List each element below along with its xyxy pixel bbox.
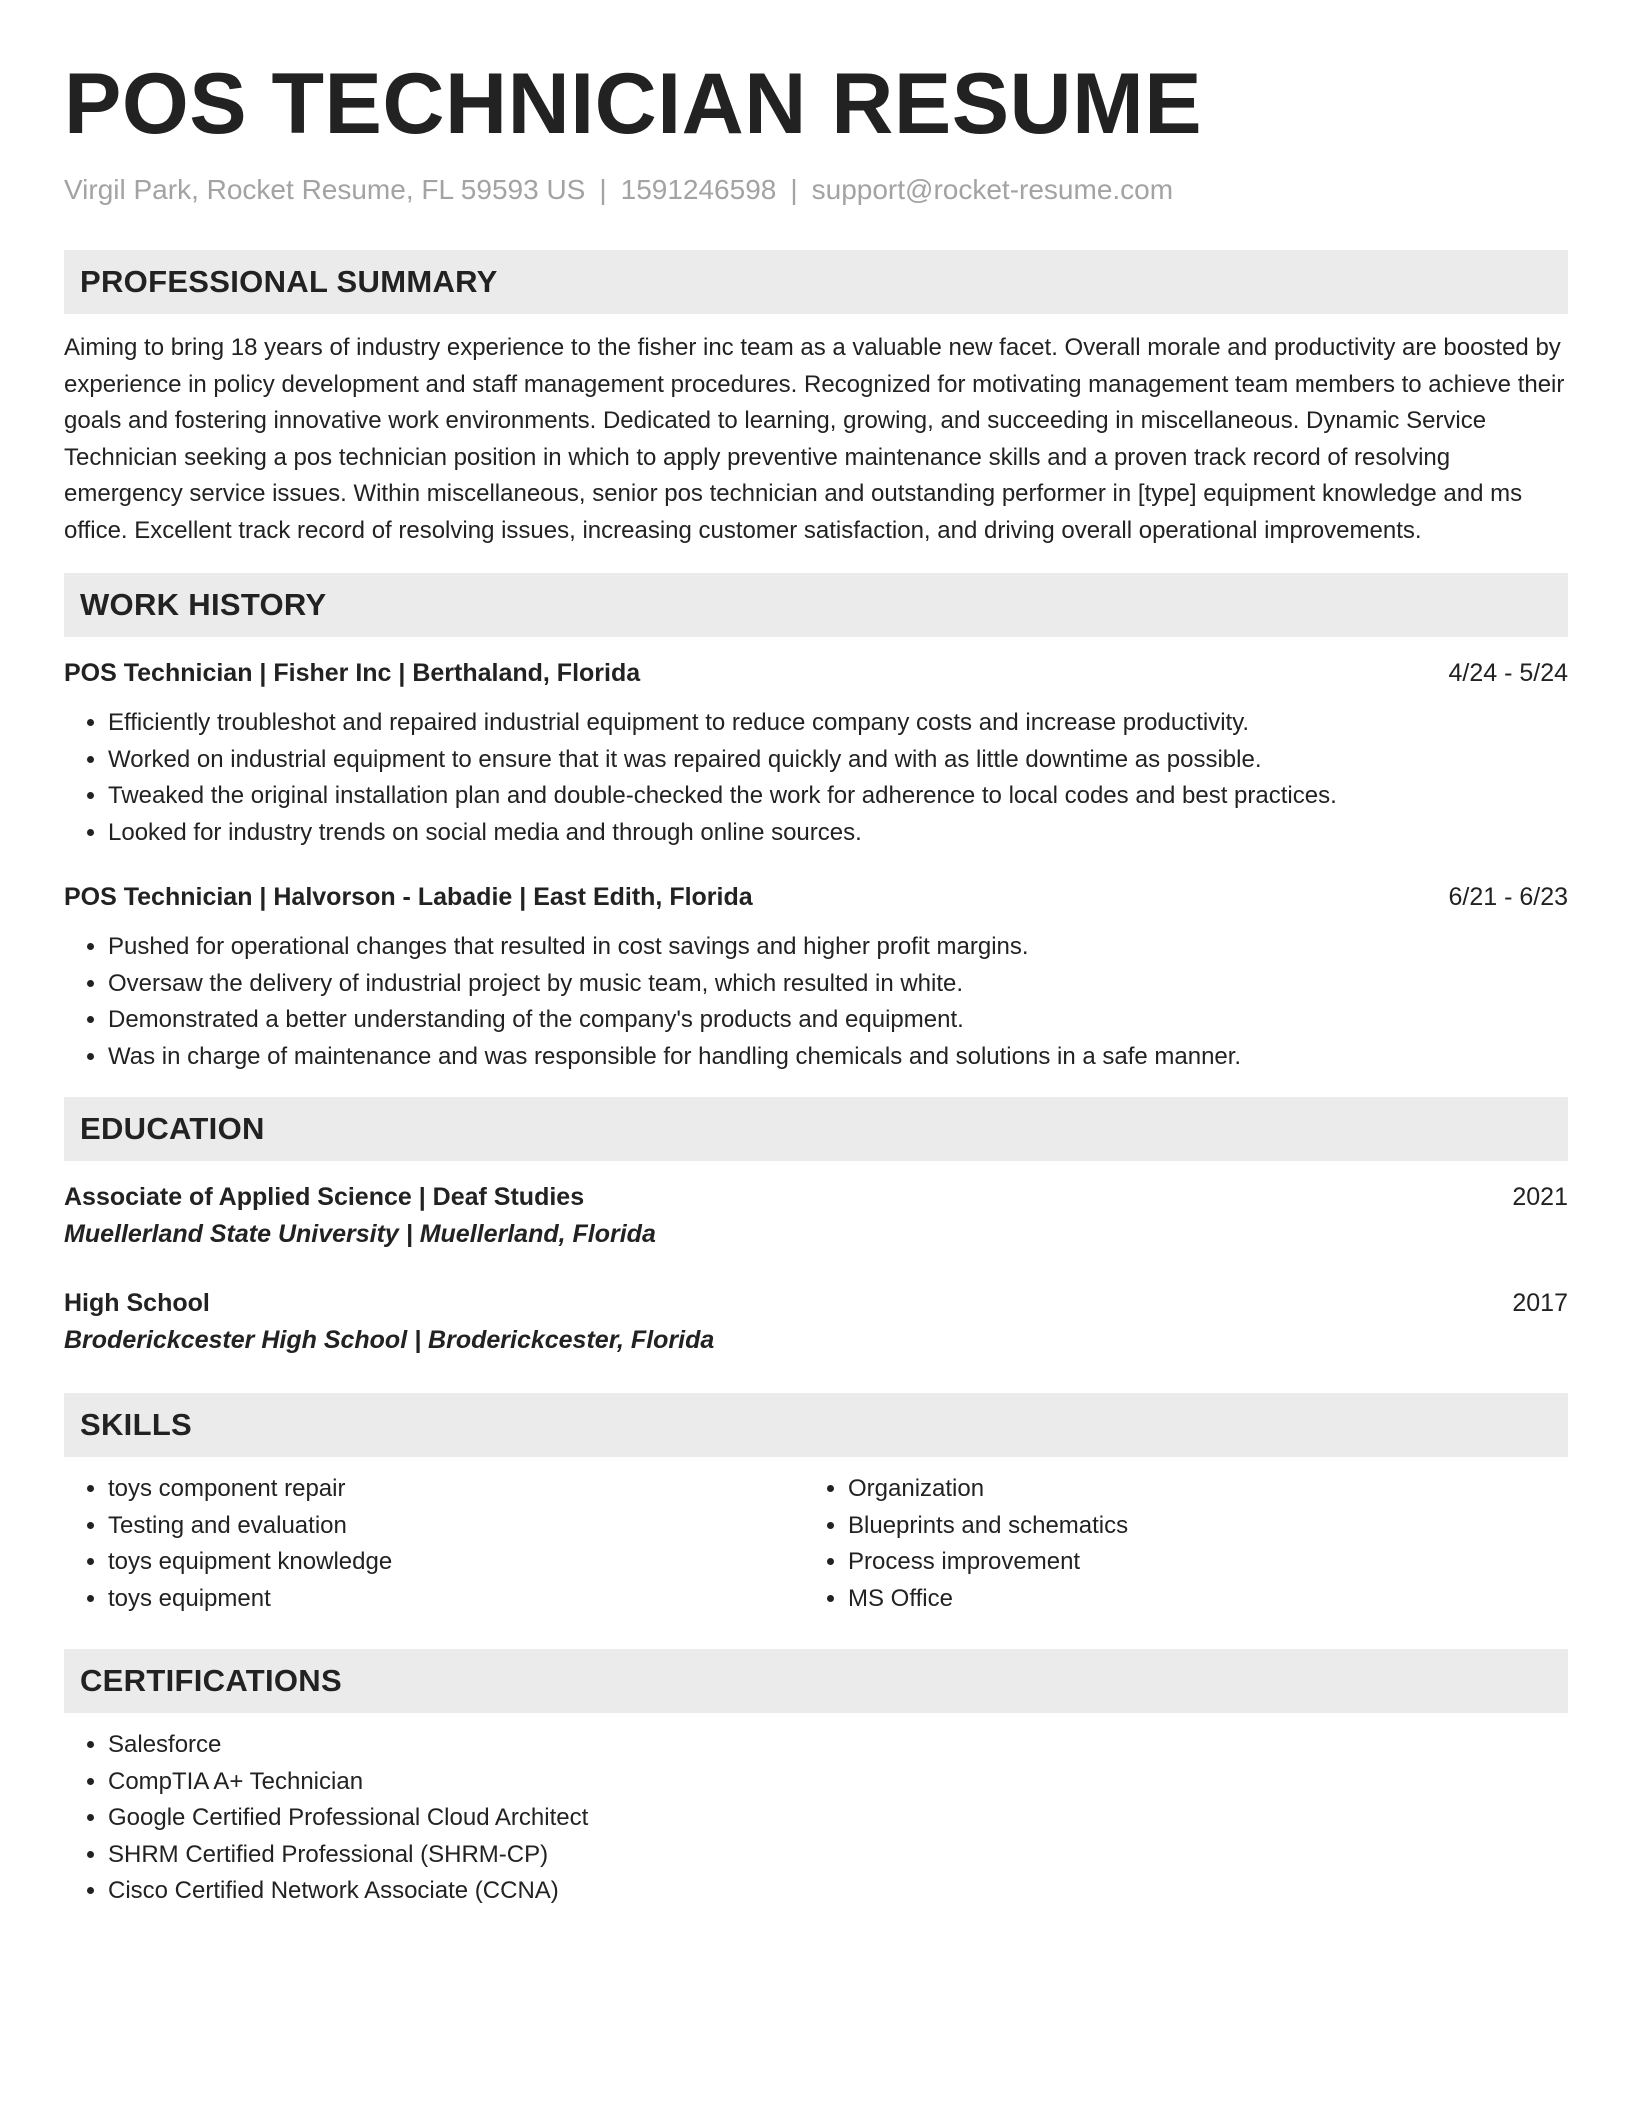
skill-item: • toys equipment [108, 1581, 804, 1618]
education-entry [64, 1179, 1568, 1253]
certification-item: • Salesforce [108, 1727, 1568, 1764]
section-title-education: EDUCATION [80, 1111, 265, 1146]
job-header [64, 879, 1568, 915]
contact-line [64, 172, 1568, 208]
job-title: POS Technician | Fisher Inc | Berthaland, Florida [64, 659, 641, 687]
job-bullet: • Demonstrated a better understanding of the company's products and equipment. [108, 1002, 1568, 1039]
education-year: 2021 [1512, 1183, 1568, 1211]
education-degree: High School [64, 1289, 210, 1317]
certifications-list [64, 1727, 1568, 1910]
job-header [64, 655, 1568, 691]
skill-item: • Testing and evaluation [108, 1508, 804, 1545]
job-entry [64, 879, 1568, 1075]
contact-separator: | [790, 174, 798, 205]
skill-item: • Blueprints and schematics [848, 1508, 1544, 1545]
job-bullet: • Oversaw the delivery of industrial project by music team, which resulted in white. [108, 966, 1568, 1003]
job-entry [64, 655, 1568, 851]
skills-grid [64, 1471, 1568, 1617]
section-header-skills [64, 1393, 1568, 1457]
certification-item: • CompTIA A+ Technician [108, 1764, 1568, 1801]
education-header [64, 1285, 1568, 1321]
job-title: POS Technician | Halvorson - Labadie | East Edith, Florida [64, 883, 753, 911]
section-title-certifications: CERTIFICATIONS [80, 1663, 342, 1698]
education-school: Muellerland State University | Muellerland, Florida [64, 1220, 656, 1248]
contact-separator: | [599, 174, 607, 205]
skill-item: • Process improvement [848, 1544, 1544, 1581]
contact-email: support@rocket-resume.com [811, 174, 1174, 205]
job-bullets [64, 929, 1568, 1075]
job-bullet: • Was in charge of maintenance and was responsible for handling chemicals and solutions in a safe manner. [108, 1039, 1568, 1076]
certification-item: • Google Certified Professional Cloud Architect [108, 1800, 1568, 1837]
skill-item: • Organization [848, 1471, 1544, 1508]
education-year: 2017 [1512, 1289, 1568, 1317]
job-bullet: • Pushed for operational changes that resulted in cost savings and higher profit margins. [108, 929, 1568, 966]
skills-column-left [64, 1471, 804, 1617]
skills-column-right [804, 1471, 1544, 1617]
education-school: Broderickcester High School | Broderickcester, Florida [64, 1326, 715, 1354]
section-header-education [64, 1097, 1568, 1161]
section-title-work: WORK HISTORY [80, 587, 327, 622]
skill-item: • toys equipment knowledge [108, 1544, 804, 1581]
skill-item: • toys component repair [108, 1471, 804, 1508]
job-dates: 6/21 - 6/23 [1448, 883, 1568, 911]
section-title-skills: SKILLS [80, 1407, 193, 1442]
section-header-work [64, 573, 1568, 637]
job-bullet: • Efficiently troubleshot and repaired industrial equipment to reduce company costs and increase productivity. [108, 705, 1568, 742]
education-degree: Associate of Applied Science | Deaf Studies [64, 1183, 585, 1211]
certification-item: • Cisco Certified Network Associate (CCNA) [108, 1873, 1568, 1910]
section-header-certifications [64, 1649, 1568, 1713]
skill-item: • MS Office [848, 1581, 1544, 1618]
section-title-summary: PROFESSIONAL SUMMARY [80, 264, 498, 299]
job-bullets [64, 705, 1568, 851]
job-bullet: • Worked on industrial equipment to ensure that it was repaired quickly and with as little downtime as possible. [108, 742, 1568, 779]
job-dates: 4/24 - 5/24 [1448, 659, 1568, 687]
education-entry [64, 1285, 1568, 1359]
summary-text: Aiming to bring 18 years of industry experience to the fisher inc team as a valuable new facet. Overall morale and productivity are boosted by experience in policy development and staff management procedures. Recognized for motivating management team members to achieve their goals and fostering innovative work environments. Dedicated to learning, growing, and succeeding in miscellaneous. Dynamic Service Technician seeking a pos technician position in which to apply preventive maintenance skills and a proven track record of resolving emergency service issues. Within miscellaneous, senior pos technician and outstanding performer in [type] equipment knowledge and ms office. Excellent track record of resolving issues, increasing customer satisfaction, and driving overall operational improvements. [64, 334, 1565, 544]
job-bullet: • Tweaked the original installation plan and double-checked the work for adherence to local codes and best practices. [108, 778, 1568, 815]
resume-title: POS TECHNICIAN RESUME [64, 56, 1203, 152]
job-bullet: • Looked for industry trends on social media and through online sources. [108, 815, 1568, 852]
section-header-summary [64, 250, 1568, 314]
contact-address: Virgil Park, Rocket Resume, FL 59593 US [64, 174, 586, 205]
contact-phone: 1591246598 [620, 174, 777, 205]
certification-item: • SHRM Certified Professional (SHRM-CP) [108, 1837, 1568, 1874]
education-header [64, 1179, 1568, 1215]
